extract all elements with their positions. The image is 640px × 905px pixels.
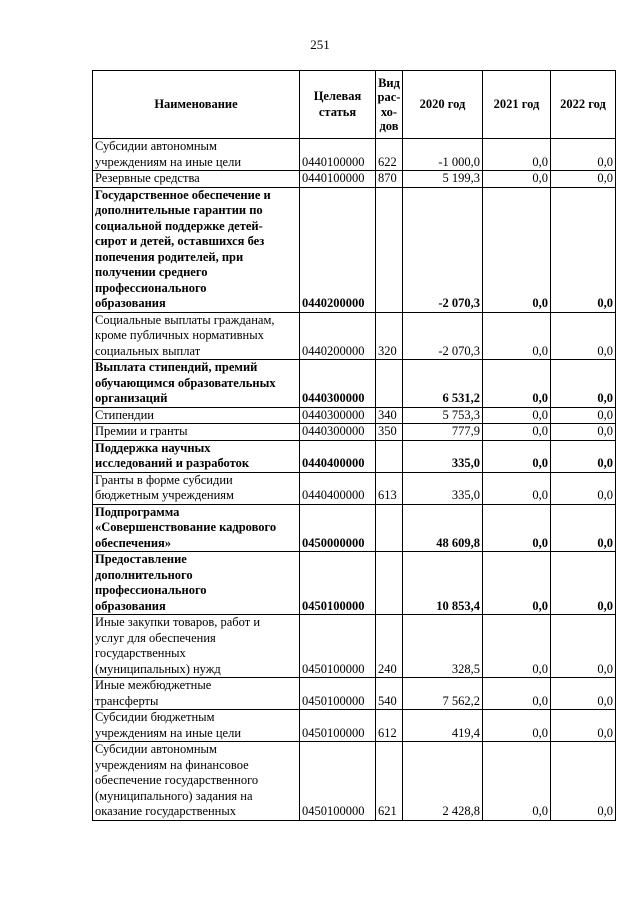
header-target-article bbox=[300, 71, 376, 139]
row-value-2020: -2 070,3 bbox=[403, 312, 483, 360]
header-vid-l4: дов bbox=[379, 119, 399, 133]
row-name-line: Социальные выплаты гражданам, bbox=[95, 312, 275, 327]
row-value-2021: 0,0 bbox=[483, 407, 551, 424]
row-value-2020: 335,0 bbox=[403, 472, 483, 504]
row-expense-type bbox=[376, 504, 403, 552]
row-name bbox=[93, 187, 300, 312]
header-expense-type bbox=[376, 71, 403, 139]
row-name-line: (муниципального) задания на bbox=[95, 788, 253, 803]
row-value-2020: 5 199,3 bbox=[403, 171, 483, 188]
row-name bbox=[93, 139, 300, 171]
row-name bbox=[93, 472, 300, 504]
row-value-2021: 0,0 bbox=[483, 504, 551, 552]
row-expense-type: 350 bbox=[376, 424, 403, 441]
page-number: 251 bbox=[310, 37, 330, 52]
row-target-article: 0450100000 bbox=[300, 678, 376, 710]
header-target-line2: статья bbox=[318, 104, 357, 119]
row-value-2022: 0,0 bbox=[551, 187, 616, 312]
row-expense-type bbox=[376, 440, 403, 472]
row-name-line: дополнительного bbox=[95, 567, 193, 582]
row-value-2021: 0,0 bbox=[483, 187, 551, 312]
row-value-2021: 0,0 bbox=[483, 440, 551, 472]
row-target-article: 0440400000 bbox=[300, 440, 376, 472]
row-value-2022: 0,0 bbox=[551, 552, 616, 615]
table-row bbox=[93, 710, 616, 742]
row-target-article: 0450100000 bbox=[300, 615, 376, 678]
row-name-line: социальных выплат bbox=[95, 343, 201, 358]
row-value-2022: 0,0 bbox=[551, 710, 616, 742]
row-expense-type: 540 bbox=[376, 678, 403, 710]
table-body bbox=[93, 139, 616, 821]
header-vid-l1: Вид bbox=[378, 75, 400, 90]
row-name-line: оказание государственных bbox=[95, 804, 237, 818]
row-value-2022: 0,0 bbox=[551, 139, 616, 171]
row-name-line: Государственное обеспечение и bbox=[95, 187, 271, 202]
row-name bbox=[93, 710, 300, 742]
header-2022: 2022 год bbox=[551, 71, 616, 139]
table-row bbox=[93, 360, 616, 408]
row-target-article: 0440100000 bbox=[300, 171, 376, 188]
row-value-2020: -1 000,0 bbox=[403, 139, 483, 171]
row-target-article: 0440200000 bbox=[300, 187, 376, 312]
row-value-2021: 0,0 bbox=[483, 742, 551, 821]
row-name-line: сирот и детей, оставшихся без bbox=[95, 234, 265, 248]
row-name bbox=[93, 440, 300, 472]
row-target-article: 0440200000 bbox=[300, 312, 376, 360]
row-name-line: (муниципальных) нужд bbox=[95, 661, 221, 676]
row-value-2022: 0,0 bbox=[551, 424, 616, 441]
row-target-article: 0440300000 bbox=[300, 424, 376, 441]
row-value-2021: 0,0 bbox=[483, 678, 551, 710]
row-value-2020: -2 070,3 bbox=[403, 187, 483, 312]
table-row bbox=[93, 440, 616, 472]
row-value-2021: 0,0 bbox=[483, 424, 551, 441]
row-name-line: Субсидии автономным bbox=[95, 742, 217, 756]
row-value-2021: 0,0 bbox=[483, 360, 551, 408]
row-name bbox=[93, 360, 300, 408]
row-name-line: Иные межбюджетные bbox=[95, 678, 212, 692]
header-2020: 2020 год bbox=[403, 71, 483, 139]
header-vid-l2: рас- bbox=[377, 90, 401, 104]
row-name-line: Поддержка научных bbox=[95, 440, 211, 455]
row-target-article: 0440400000 bbox=[300, 472, 376, 504]
row-target-article: 0440300000 bbox=[300, 407, 376, 424]
row-value-2022: 0,0 bbox=[551, 742, 616, 821]
row-value-2020: 328,5 bbox=[403, 615, 483, 678]
row-value-2022: 0,0 bbox=[551, 678, 616, 710]
row-name-line: получении среднего bbox=[95, 265, 208, 279]
table-header-row bbox=[93, 71, 616, 139]
row-name-line: обеспечение государственного bbox=[95, 773, 259, 787]
table-row bbox=[93, 407, 616, 424]
row-value-2022: 0,0 bbox=[551, 312, 616, 360]
table-row bbox=[93, 187, 616, 312]
row-expense-type: 320 bbox=[376, 312, 403, 360]
row-name-line: учреждениям на финансовое bbox=[95, 757, 249, 772]
row-name bbox=[93, 678, 300, 710]
table-row bbox=[93, 615, 616, 678]
row-name-line: трансферты bbox=[95, 693, 159, 708]
row-expense-type: 621 bbox=[376, 742, 403, 821]
row-name bbox=[93, 424, 300, 441]
row-name-line: бюджетным учреждениям bbox=[95, 488, 234, 502]
table-row bbox=[93, 552, 616, 615]
row-target-article: 0450100000 bbox=[300, 742, 376, 821]
row-name-line: учреждениям на иные цели bbox=[95, 725, 242, 740]
row-name-line: Премии и гранты bbox=[95, 424, 188, 438]
row-name-line: государственных bbox=[95, 646, 186, 660]
row-value-2020: 335,0 bbox=[403, 440, 483, 472]
row-value-2021: 0,0 bbox=[483, 171, 551, 188]
row-value-2021: 0,0 bbox=[483, 615, 551, 678]
row-name-line: исследований и разработок bbox=[95, 456, 250, 470]
row-name-line: попечения родителей, при bbox=[95, 249, 244, 264]
row-name-line: кроме публичных нормативных bbox=[95, 328, 264, 342]
row-value-2021: 0,0 bbox=[483, 312, 551, 360]
row-value-2021: 0,0 bbox=[483, 139, 551, 171]
header-vid-l3: хо- bbox=[380, 104, 398, 119]
row-target-article: 0450000000 bbox=[300, 504, 376, 552]
row-name bbox=[93, 615, 300, 678]
row-value-2022: 0,0 bbox=[551, 615, 616, 678]
header-name: Наименование bbox=[93, 71, 300, 139]
row-name-line: Предоставление bbox=[95, 552, 187, 566]
row-value-2020: 48 609,8 bbox=[403, 504, 483, 552]
row-value-2020: 2 428,8 bbox=[403, 742, 483, 821]
row-value-2021: 0,0 bbox=[483, 710, 551, 742]
row-name-line: учреждениям на иные цели bbox=[95, 154, 242, 169]
header-target-line1: Целевая bbox=[313, 89, 362, 103]
table-row bbox=[93, 171, 616, 188]
row-value-2020: 777,9 bbox=[403, 424, 483, 441]
row-value-2020: 10 853,4 bbox=[403, 552, 483, 615]
row-name-line: образования bbox=[95, 296, 166, 310]
row-name-line: профессионального bbox=[95, 583, 207, 597]
table-row bbox=[93, 472, 616, 504]
table-row bbox=[93, 504, 616, 552]
row-name-line: Резервные средства bbox=[95, 171, 200, 185]
row-expense-type bbox=[376, 187, 403, 312]
row-name bbox=[93, 171, 300, 188]
row-value-2022: 0,0 bbox=[551, 440, 616, 472]
row-name-line: профессионального bbox=[95, 280, 207, 295]
row-value-2022: 0,0 bbox=[551, 504, 616, 552]
row-expense-type bbox=[376, 552, 403, 615]
budget-table bbox=[92, 70, 616, 821]
row-name-line: услуг для обеспечения bbox=[95, 630, 216, 645]
row-name-line: «Совершенствование кадрового bbox=[95, 520, 277, 534]
row-target-article: 0450100000 bbox=[300, 552, 376, 615]
table-row bbox=[93, 678, 616, 710]
row-name bbox=[93, 407, 300, 424]
row-value-2020: 419,4 bbox=[403, 710, 483, 742]
table-row bbox=[93, 139, 616, 171]
row-value-2021: 0,0 bbox=[483, 472, 551, 504]
row-name-line: Стипендии bbox=[95, 407, 154, 422]
row-value-2020: 5 753,3 bbox=[403, 407, 483, 424]
row-name-line: Иные закупки товаров, работ и bbox=[95, 615, 261, 629]
row-value-2020: 7 562,2 bbox=[403, 678, 483, 710]
row-target-article: 0440100000 bbox=[300, 139, 376, 171]
row-expense-type bbox=[376, 360, 403, 408]
header-2021: 2021 год bbox=[483, 71, 551, 139]
row-name-line: Субсидии бюджетным bbox=[95, 710, 215, 724]
row-value-2022: 0,0 bbox=[551, 407, 616, 424]
table-row bbox=[93, 312, 616, 360]
row-expense-type: 613 bbox=[376, 472, 403, 504]
row-expense-type: 622 bbox=[376, 139, 403, 171]
row-name-line: Субсидии автономным bbox=[95, 139, 217, 153]
row-target-article: 0440300000 bbox=[300, 360, 376, 408]
row-name-line: организаций bbox=[95, 391, 168, 405]
row-value-2022: 0,0 bbox=[551, 171, 616, 188]
row-name bbox=[93, 552, 300, 615]
row-name-line: образования bbox=[95, 598, 166, 613]
table-row bbox=[93, 424, 616, 441]
row-value-2020: 6 531,2 bbox=[403, 360, 483, 408]
row-name-line: Выплата стипендий, премий bbox=[95, 360, 258, 374]
row-target-article: 0450100000 bbox=[300, 710, 376, 742]
row-expense-type: 340 bbox=[376, 407, 403, 424]
row-value-2021: 0,0 bbox=[483, 552, 551, 615]
row-value-2022: 0,0 bbox=[551, 360, 616, 408]
row-name-line: Подпрограмма bbox=[95, 504, 180, 519]
row-name-line: обеспечения» bbox=[95, 535, 172, 550]
row-name bbox=[93, 504, 300, 552]
row-name-line: социальной поддержке детей- bbox=[95, 218, 263, 233]
row-name bbox=[93, 312, 300, 360]
row-expense-type: 870 bbox=[376, 171, 403, 188]
row-name-line: обучающимся образовательных bbox=[95, 375, 276, 390]
row-expense-type: 612 bbox=[376, 710, 403, 742]
row-value-2022: 0,0 bbox=[551, 472, 616, 504]
row-name-line: Гранты в форме субсидии bbox=[95, 472, 233, 487]
table-row bbox=[93, 742, 616, 821]
row-name bbox=[93, 742, 300, 821]
row-expense-type: 240 bbox=[376, 615, 403, 678]
row-name-line: дополнительные гарантии по bbox=[95, 203, 263, 217]
